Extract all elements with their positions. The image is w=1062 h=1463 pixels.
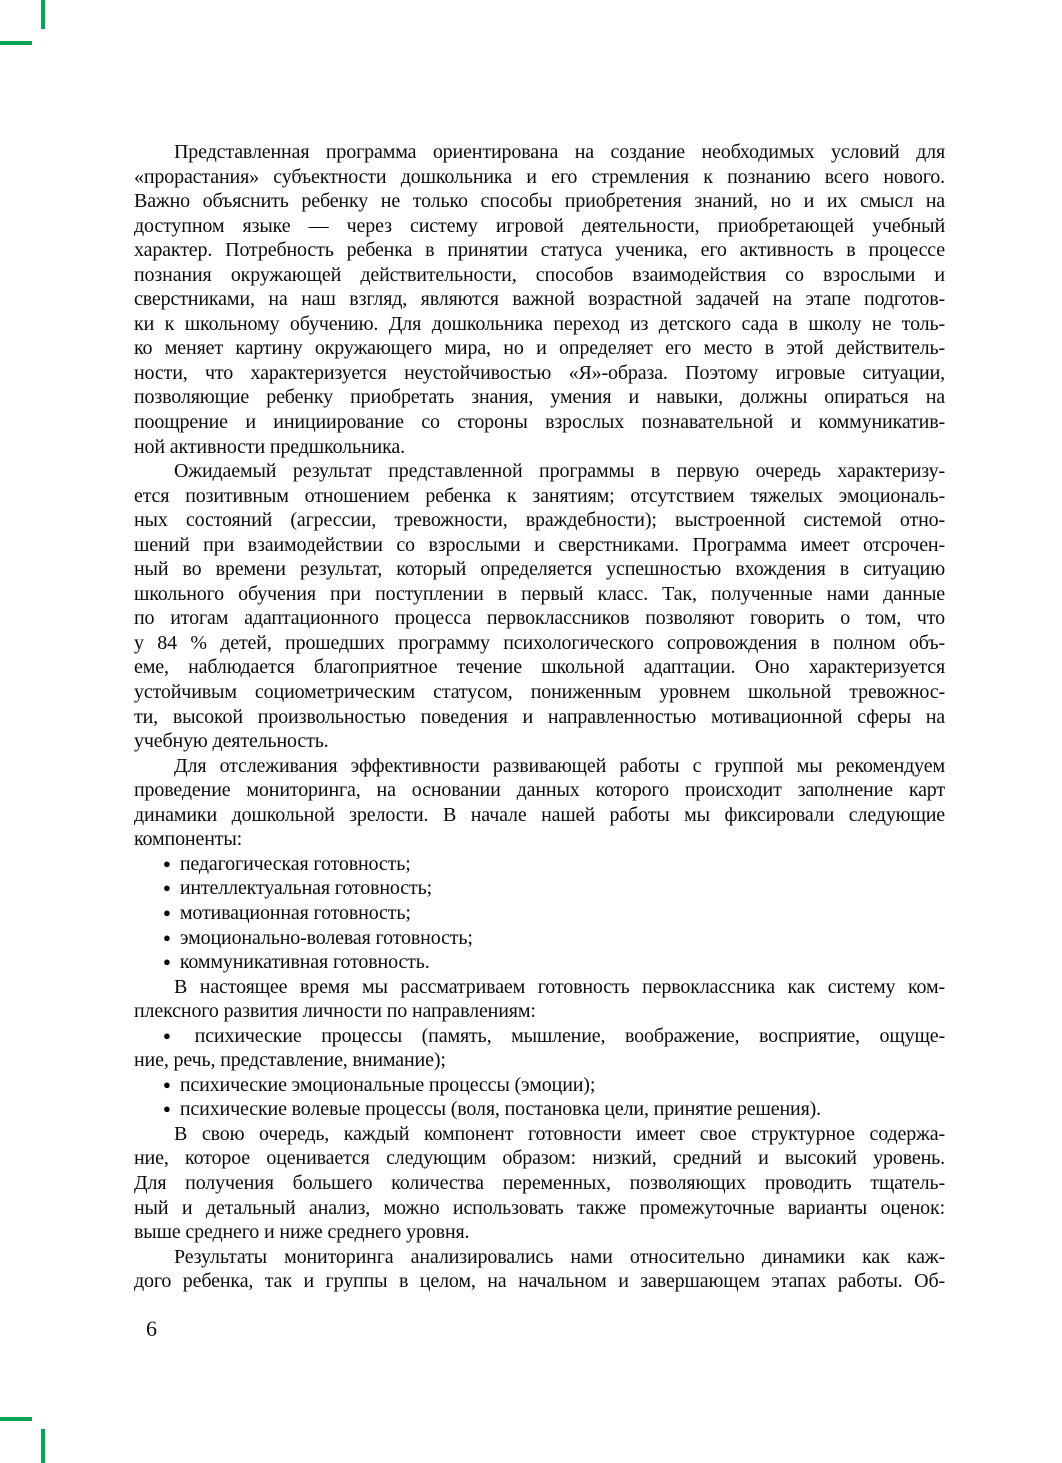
bullet-list-item xyxy=(134,950,945,975)
text-line: Для отслеживания эффективности развивающей работы с группой мы рекомендуем xyxy=(174,754,945,777)
text-line: ности, что характеризуется неустойчивостью «Я»-образа. Поэтому игровые ситуации, xyxy=(134,361,945,384)
text-line: ко меняет картину окружающего мира, но и определяет его место в этой действитель- xyxy=(134,337,945,360)
bullet-icon: ● xyxy=(163,954,171,970)
text-line: ется позитивным отношением ребенка к занятиям; отсутствием тяжелых эмоциональ- xyxy=(134,484,945,507)
text-line: ных состояний (агрессии, тревожности, враждебности); выстроенной системой отно- xyxy=(134,509,945,532)
text-line: у 84 % детей, прошедших программу психологического сопровождения в полном объ- xyxy=(134,631,945,654)
text-line: Для получения большего количества переменных, позволяющих проводить тщатель- xyxy=(134,1171,945,1194)
text-line: ние, которое оценивается следующим образом: низкий, средний и высокий уровень. xyxy=(134,1147,945,1170)
text-line: познания окружающей действительности, способов взаимодействия со взрослыми и xyxy=(134,263,945,286)
bullet-list-item xyxy=(134,926,945,951)
text-line: позволяющие ребенку приобретать знания, умения и навыки, должны опираться на xyxy=(134,386,945,409)
text-line: характер. Потребность ребенка в принятии статуса ученика, его активность в процессе xyxy=(134,239,945,262)
bullet-icon: ● xyxy=(163,855,171,871)
text-line: Ожидаемый результат представленной программы в первую очередь характеризу- xyxy=(174,460,945,483)
bullet-list-item xyxy=(134,876,945,901)
crop-mark-bottom-horizontal-icon xyxy=(0,1417,32,1421)
bullet-item-label: мотивационная готовность; xyxy=(179,901,411,924)
page-number: 6 xyxy=(146,1316,157,1341)
bullet-list-item xyxy=(134,1024,945,1049)
bullet-item-label: психические эмоциональные процессы (эмоции); xyxy=(179,1073,596,1096)
text-line: В свою очередь, каждый компонент готовности имеет свое структурное содержа- xyxy=(174,1122,945,1145)
bullet-icon: ● xyxy=(163,1027,186,1043)
text-line: доступном языке — через систему игровой деятельности, приобретающей учебный xyxy=(134,214,945,237)
text-line: ти, высокой произвольностью поведения и направленностью мотивационной сферы на xyxy=(134,705,945,728)
bullet-list-item xyxy=(134,1097,945,1122)
text-line: В настоящее время мы рассматриваем готовность первоклассника как систему ком- xyxy=(174,975,945,998)
bullet-item-label: коммуникативная готовность. xyxy=(179,951,430,974)
bullet-item-label: педагогическая готовность; xyxy=(179,852,411,875)
text-line: выше среднего и ниже среднего уровня. xyxy=(134,1221,470,1244)
crop-mark-top-horizontal-icon xyxy=(0,41,32,45)
text-line: еме, наблюдается благоприятное течение школьной адаптации. Оно характеризуется xyxy=(134,656,945,679)
text-line: ние, речь, представление, внимание); xyxy=(134,1049,446,1072)
text-line: проведение мониторинга, на основании данных которого происходит заполнение карт xyxy=(134,779,945,802)
text-line: дого ребенка, так и группы в целом, на начальном и завершающем этапах работы. Об- xyxy=(134,1270,945,1293)
text-line: школьного обучения при поступлении в первый класс. Так, полученные нами данные xyxy=(134,582,945,605)
bullet-icon: ● xyxy=(163,880,171,896)
text-line: ный и детальный анализ, можно использовать также промежуточные варианты оценок: xyxy=(134,1196,945,1219)
text-line: по итогам адаптационного процесса первоклассников позволяют говорить о том, что xyxy=(134,607,945,630)
bullet-item-label: психические волевые процессы (воля, постановка цели, принятие решения). xyxy=(179,1098,822,1121)
bullet-icon: ● xyxy=(163,1101,171,1117)
text-line: динамики дошкольной зрелости. В начале нашей работы мы фиксировали следующие xyxy=(134,803,945,826)
bullet-list-item xyxy=(134,901,945,926)
text-line: Результаты мониторинга анализировались нами относительно динамики как каж- xyxy=(174,1245,945,1268)
text-line: плексного развития личности по направлениям: xyxy=(134,1000,536,1023)
bullet-item-label: эмоционально-волевая готовность; xyxy=(179,926,473,949)
bullet-icon: ● xyxy=(163,1076,171,1092)
crop-mark-top-vertical-icon xyxy=(41,0,45,29)
text-line: поощрение и инициирование со стороны взрослых познавательной и коммуникатив- xyxy=(134,411,945,434)
text-line: ки к школьному обучению. Для дошкольника переход из детского сада в школу не толь- xyxy=(134,312,945,335)
bullet-icon: ● xyxy=(163,929,171,945)
crop-mark-bottom-vertical-icon xyxy=(41,1429,45,1463)
text-line: учебную деятельность. xyxy=(134,730,329,753)
text-line: устойчивым социометрическим статусом, пониженным уровнем школьной тревожнос- xyxy=(134,681,945,704)
text-line: «прорастания» субъектности дошкольника и его стремления к познанию всего нового. xyxy=(134,165,945,188)
text-line: шений при взаимодействии со взрослыми и сверстниками. Программа имеет отсрочен- xyxy=(134,533,945,556)
bullet-icon: ● xyxy=(163,904,171,920)
text-line: ной активности предшкольника. xyxy=(134,435,405,458)
bullet-item-label: интеллектуальная готовность; xyxy=(179,877,432,900)
bullet-list-item xyxy=(134,1073,945,1098)
text-line: ный во времени результат, который определяется успешностью вхождения в ситуацию xyxy=(134,558,945,581)
bullet-list-item xyxy=(134,852,945,877)
bullet-item-label: психические процессы (память, мышление, воображение, восприятие, ощуще- xyxy=(194,1024,945,1047)
text-line: Важно объяснить ребенку не только способы приобретения знаний, но и их смысл на xyxy=(134,190,945,213)
text-line: сверстниками, на наш взгляд, являются важной возрастной задачей на этапе подготов- xyxy=(134,288,945,311)
document-text xyxy=(134,140,945,1294)
text-line: Представленная программа ориентирована на создание необходимых условий для xyxy=(174,141,945,163)
text-line: компоненты: xyxy=(134,828,243,851)
